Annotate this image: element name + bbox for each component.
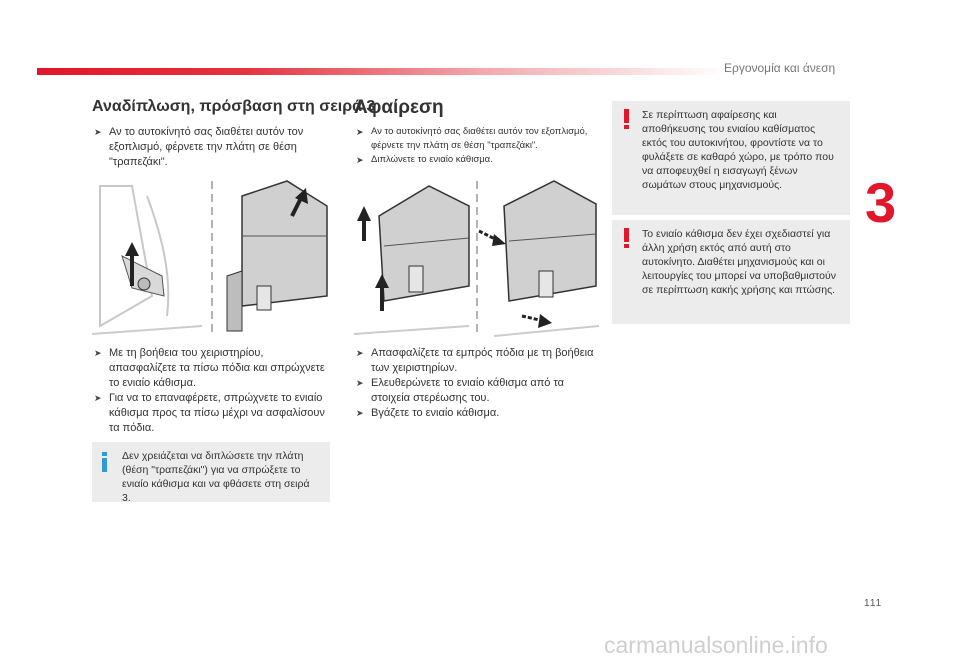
list-item: ➤ Βγάζετε το ενιαίο κάθισμα. <box>354 406 599 421</box>
warning-box-storage <box>612 101 850 215</box>
list-item: ➤ Για να το επαναφέρετε, σπρώχνετε το ενιαίο κάθισμα προς τα πίσω μέχρι να ασφαλίσουν τα πόδια. <box>92 391 327 436</box>
seat-slide-illustration <box>92 176 330 340</box>
info-icon <box>102 452 107 472</box>
warning-text: Το ενιαίο κάθισμα δεν έχει σχεδιαστεί για άλλη χρήση εκτός από αυτή στο αυτοκίνητο. Διαθέτει μηχανισμούς και οι λειτουργίες του μπορεί να υποβαθμιστούν σε περίπτωση κακής χρήσης και πτώσης. <box>642 228 837 296</box>
warning-box-usage <box>612 220 850 324</box>
middle-title: Αφαίρεση <box>354 97 444 118</box>
list-item: ➤ Αν το αυτοκίνητό σας διαθέτει αυτόν τον εξοπλισμό, φέρνετε την πλάτη σε θέση "τραπεζάκι". <box>92 125 327 170</box>
page-number: 111 <box>864 598 883 609</box>
warning-text: Σε περίπτωση αφαίρεσης και αποθήκευσης του ενιαίου καθίσματος εκτός του αυτοκινήτου, φροντίστε να το φυλάξετε σε καθαρό χώρο, με τρόπο που να αποφευχθεί η εισαγωγή ξένων σωμάτων στους μηχανισμούς. <box>642 109 834 191</box>
chapter-number: 3 <box>865 171 897 234</box>
left-title: Αναδίπλωση, πρόσβαση στη σειρά 3 <box>92 98 376 115</box>
warning-icon <box>624 228 629 248</box>
warning-icon <box>624 109 629 129</box>
list-item: ➤ Ελευθερώνετε το ενιαίο κάθισμα από τα στοιχεία στερέωσης του. <box>354 376 599 406</box>
left-intro-list <box>92 125 327 170</box>
list-item: ➤ Απασφαλίζετε τα εμπρός πόδια με τη βοήθεια των χειριστηρίων. <box>354 346 599 376</box>
seat-slide-svg <box>92 176 330 340</box>
list-item: ➤ Αν το αυτοκίνητό σας διαθέτει αυτόν τον εξοπλισμό, φέρνετε την πλάτη σε θέση "τραπεζάκι". <box>354 125 599 153</box>
header-accent-bar <box>37 68 727 75</box>
info-box-text: Δεν χρειάζεται να διπλώσετε την πλάτη (θέση "τραπεζάκι") για να σπρώξετε το ενιαίο κάθισμα και να φθάσετε στη σειρά 3. <box>122 450 310 504</box>
seat-removal-illustration <box>354 176 599 340</box>
middle-intro-list <box>354 125 599 167</box>
middle-steps-list <box>354 346 599 421</box>
seat-removal-svg <box>354 176 599 340</box>
list-item: ➤ Διπλώνετε το ενιαίο κάθισμα. <box>354 153 599 167</box>
info-box <box>92 442 330 502</box>
list-item: ➤ Με τη βοήθεια του χειριστηρίου, απασφαλίζετε τα πίσω πόδια και σπρώχνετε το ενιαίο κάθισμα. <box>92 346 327 391</box>
watermark: carmanualsonline.info <box>604 632 828 658</box>
left-steps-list <box>92 346 327 436</box>
section-title: Εργονομία και άνεση <box>724 61 836 75</box>
